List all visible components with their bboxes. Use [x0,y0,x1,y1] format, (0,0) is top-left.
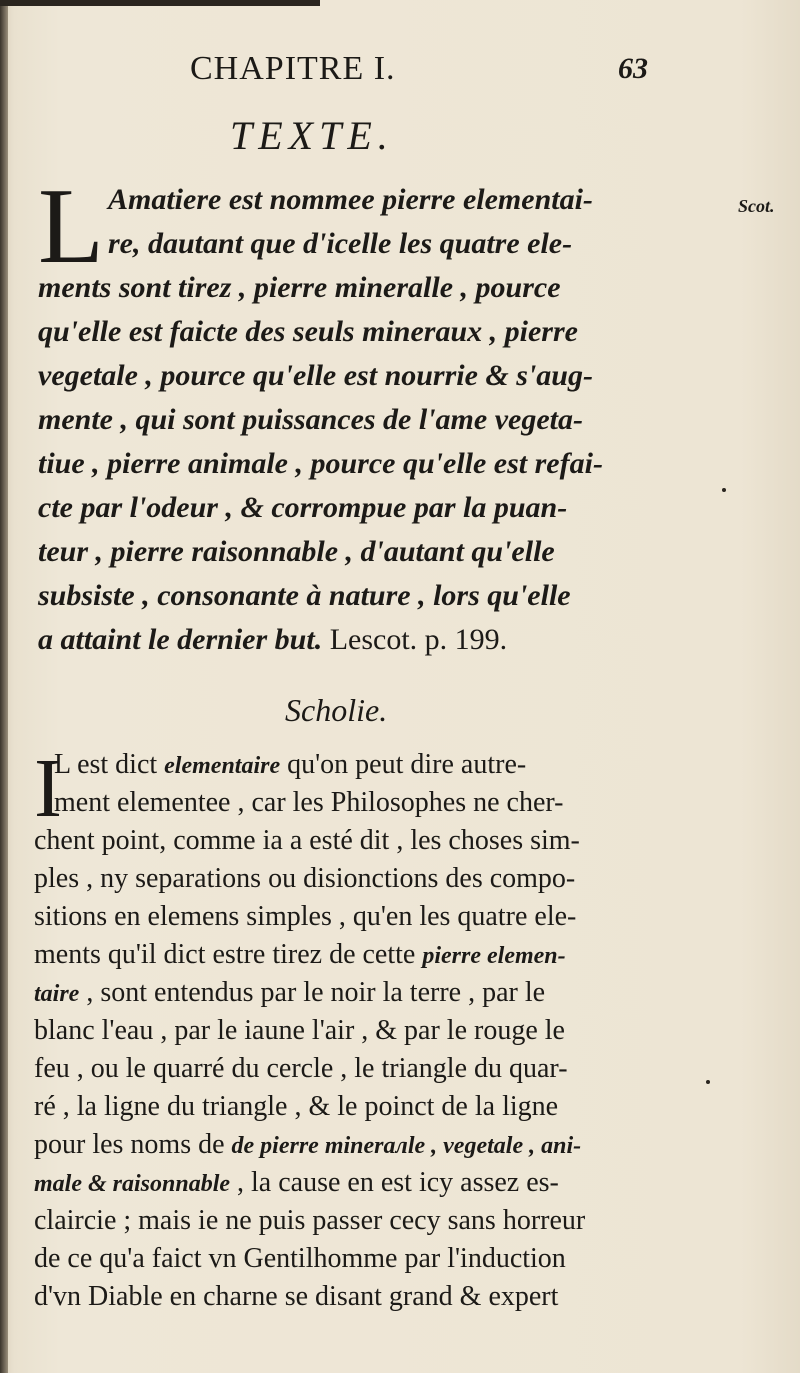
binding-gutter [0,0,8,1373]
texte-line: tiue , pierre animale , pource qu'elle est refai- [38,447,603,480]
running-head: CHAPITRE I. [190,50,396,87]
section-title: TEXTE. [230,113,394,158]
drop-cap-i: I [34,742,62,835]
scholie-line: claircie ; mais ie ne puis passer cecy sans horreur [34,1205,586,1236]
margin-note: Scot. [738,196,775,216]
scholie-line: sitions en elemens simples , qu'en les quatre ele- [34,901,577,932]
texte-line: subsiste , consonante à nature , lors qu'elle [38,579,571,612]
scholie-line: blanc l'eau , par le iaune l'air , & par le rouge le [34,1015,565,1046]
texte-line-text: a attaint le dernier but. [38,623,323,656]
drop-cap-l: L [38,167,104,286]
scholie-line: chent point, comme ia a esté dit , les choses sim- [34,825,580,856]
ink-speck [706,1080,710,1084]
ink-speck [722,488,726,492]
page-header [0,50,800,100]
texte-line: cte par l'odeur , & corrompue par la puan- [38,491,568,524]
scholie-line: male & raisonnable , la cause en est icy assez es- [34,1167,559,1198]
texte-line-last [38,620,507,660]
scholie-line: ples , ny separations ou disionctions des compo- [34,863,576,894]
texte-line: teur , pierre raisonnable , d'autant qu'elle [38,535,555,568]
scholie-line: taire , sont entendus par le noir la terre , par le [34,977,546,1008]
texte-line: Amatiere est nommee pierre elementai- [108,183,593,216]
scholie-line: pour les noms de de pierre minerалle , vegetale , ani- [34,1129,582,1160]
top-edge-shadow [0,0,320,6]
scholie-line: de ce qu'a faict vn Gentilhomme par l'induction [34,1243,566,1274]
texte-line: qu'elle est faicte des seuls mineraux , pierre [38,315,578,348]
citation: Lescot. p. 199. [329,623,508,656]
texte-line: re, dautant que d'icelle les quatre ele- [108,227,573,260]
scholie-line: feu , ou le quarré du cercle , le triangle du quar- [34,1053,568,1084]
scholie-line: d'vn Diable en charne se disant grand & expert [34,1281,559,1312]
texte-line: vegetale , pource qu'elle est nourrie & s'aug- [38,359,593,392]
scholie-line: ré , la ligne du triangle , & le poinct de la ligne [34,1091,559,1122]
scholie-line: ment elementee , car les Philosophes ne cher- [54,787,564,818]
texte-line: mente , qui sont puissances de l'ame vegeta- [38,403,583,436]
scholie-title: Scholie. [285,692,388,728]
scholie-line: L est dict elementaire qu'on peut dire autre- [54,749,527,780]
texte-line: ments sont tirez , pierre mineralle , pource [38,271,561,304]
page-number: 63 [618,52,648,85]
scholie-line: ments qu'il dict estre tirez de cette pierre elemen- [34,939,566,970]
